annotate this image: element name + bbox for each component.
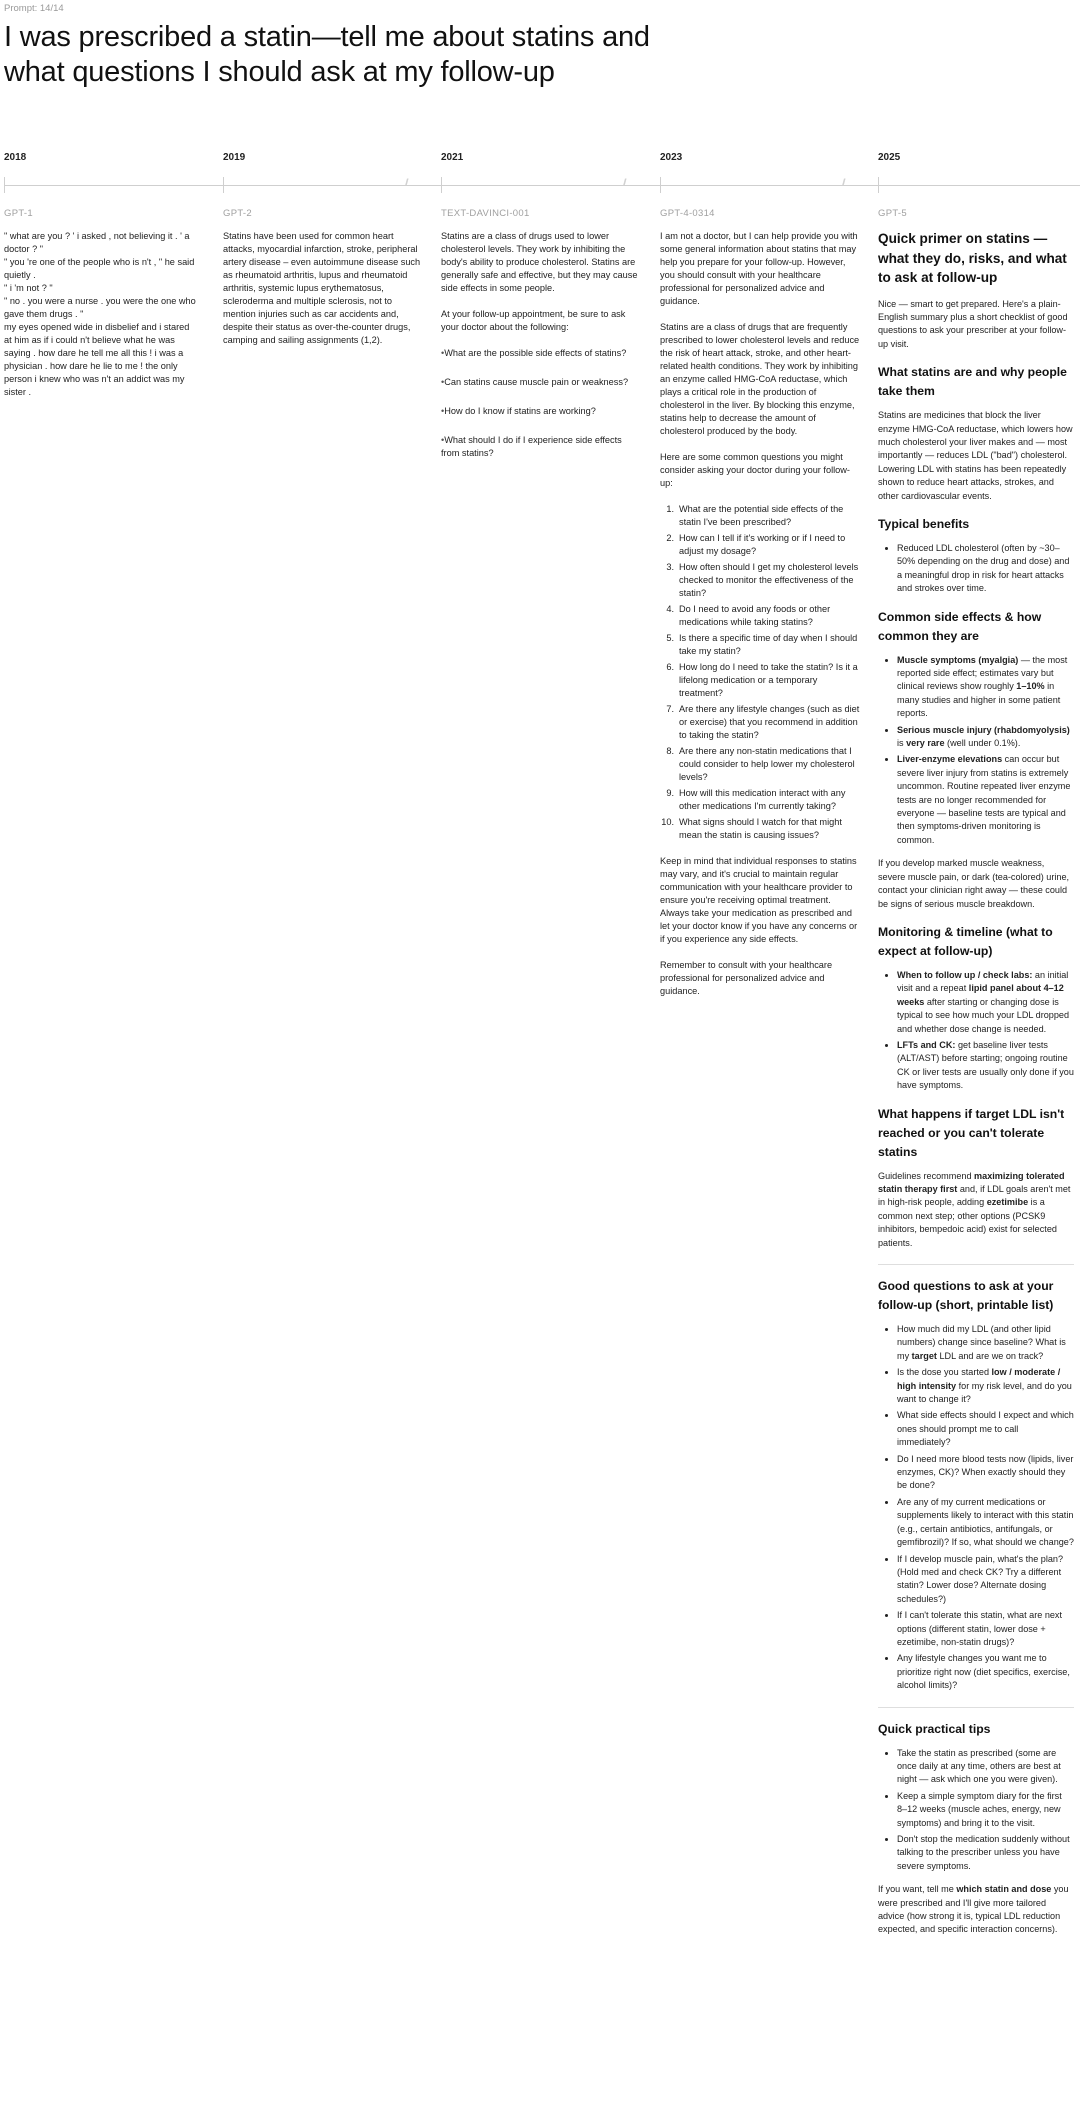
- section-divider: [878, 1707, 1074, 1708]
- list-item-text: Do I need more blood tests now (lipids, liver enzymes, CK)? When exactly should they be done?: [897, 1453, 1074, 1491]
- text-line: quietly .: [4, 270, 36, 280]
- year-label: 2019: [223, 152, 246, 163]
- bold-text: which statin and dose: [956, 1884, 1052, 1895]
- timeline-tick: [4, 177, 5, 193]
- text-run: If you want, tell me: [878, 1884, 957, 1895]
- list-item: [897, 1453, 1074, 1493]
- paragraph: Nice — smart to get prepared. Here's a plain-English summary plus a short checklist of good questions to ask your prescriber at your follow-up visit.: [878, 298, 1068, 349]
- text-run: is: [897, 738, 907, 749]
- timeline-break-mark: //: [842, 178, 844, 189]
- text-line: my eyes opened wide in disbelief and i stared: [4, 322, 190, 332]
- paragraph: At your follow-up appointment, be sure to ask your doctor about the following:: [441, 309, 626, 332]
- question-item: [441, 405, 639, 418]
- section-heading: Quick practical tips: [878, 1721, 991, 1736]
- list-item: 1. What are the potential side effects of the statin I've been prescribed?: [666, 504, 844, 527]
- paragraph: Here are some common questions you might consider asking your doctor during your follow-up:: [660, 452, 850, 488]
- list-item-text: Are any of my current medications or supplements likely to interact with this statin (e.g., certain antibiotics, antifungals, or gemfibrozil)? If so, what should we change?: [897, 1496, 1074, 1548]
- list-item: [897, 1609, 1074, 1649]
- paragraph: If you develop marked muscle weakness, severe muscle pain, or dark (tea-colored) urine, contact your clinician right away — these could be signs of serious muscle breakdown.: [878, 858, 1070, 909]
- question-item: [441, 434, 639, 460]
- bold-text: ezetimibe: [986, 1197, 1029, 1208]
- paragraph: [878, 1170, 1074, 1250]
- list-item: 3. How often should I get my cholesterol levels checked to monitor the effectiveness of the statin?: [666, 562, 859, 598]
- bold-text: LFTs and CK:: [897, 1039, 956, 1050]
- bold-text: very rare: [906, 738, 945, 749]
- section-heading: What statins are and why people take them: [878, 365, 1067, 399]
- response-heading: Quick primer on statins — what they do, risks, and what to ask at follow-up: [878, 231, 1067, 285]
- timeline-tick: [660, 177, 661, 193]
- bold-text: 1–10%: [1016, 681, 1045, 692]
- paragraph: Statins are a class of drugs that are frequently prescribed to lower cholesterol levels and reduce the risk of heart attack, stroke, and other heart-related health conditions. They work by inhibiting an enzyme called HMG-CoA reductase, which plays a critical role in the production of cholesterol in the liver. By blocking this enzyme, statins help to decrease the amount of cholesterol produced by the body.: [660, 322, 860, 436]
- text-line: physician . how dare he lie to me ! the only: [4, 361, 178, 371]
- response-gpt2: [223, 230, 426, 360]
- paragraph: Lowering LDL with statins has been repeatedly shown to reduce heart attacks, strokes, and other cardiovascular events.: [878, 463, 1067, 501]
- text-run: (well under 0.1%).: [944, 738, 1021, 749]
- list-item: [897, 1790, 1074, 1830]
- paragraph: [878, 1883, 1074, 1937]
- model-label: GPT-4-0314: [660, 208, 715, 219]
- text-line: " what are you ? ' i asked , not believing it . ' a: [4, 231, 190, 241]
- list-item: 6. How long do I need to take the statin? Is it a lifelong medication or a temporary treatment?: [666, 662, 858, 698]
- question-item: [441, 347, 639, 360]
- list-item-text: How often should I get my cholesterol levels checked to monitor the effectiveness of the statin?: [679, 562, 859, 598]
- text-line: gave them drugs . ": [4, 309, 84, 319]
- text-run: for my risk level, and do you want to change it?: [897, 1380, 1072, 1405]
- question-list: [660, 503, 860, 842]
- list-item: 5. Is there a specific time of day when I should take my statin?: [666, 633, 858, 656]
- section-heading: Monitoring & timeline (what to expect at follow-up): [878, 924, 1053, 958]
- year-label: 2023: [660, 152, 683, 163]
- paragraph: I am not a doctor, but I can help provide you with some general information about statins that may help you prepare for your follow-up. However, you should consult with your healthcare professional for personalized advice and guidance.: [660, 231, 858, 306]
- text-run: — the most reported side effect; estimates vary but clinical reviews show roughly: [897, 654, 1068, 692]
- list-item-text: Is there a specific time of day when I should take my statin?: [679, 633, 858, 656]
- list-item: 8. Are there any non-statin medications that I could consider to help lower my cholesterol levels?: [666, 746, 855, 782]
- list-item: 4. Do I need to avoid any foods or other medications while taking statins?: [666, 604, 831, 627]
- prompt-counter: Prompt: 14/14: [4, 3, 64, 14]
- model-label: GPT-5: [878, 208, 907, 219]
- text-run: can occur but severe liver injury from statins is extremely uncommon. Routine repeated liver enzyme tests are no longer recommended for everyone — baseline tests are typical and then symptoms-driven monitoring is common.: [897, 754, 1071, 845]
- text-run: Guidelines recommend: [878, 1170, 975, 1181]
- timeline-tick: [878, 177, 879, 193]
- timeline-break-mark: //: [405, 178, 407, 189]
- list-item-text: Don't stop the medication suddenly without talking to the prescriber unless you have severe symptoms.: [897, 1834, 1070, 1871]
- section-heading: Good questions to ask at your follow-up (short, printable list): [878, 1279, 1054, 1312]
- section-heading: What happens if target LDL isn't reached or you can't tolerate statins: [878, 1106, 1065, 1159]
- list-item: [897, 654, 1074, 721]
- text-line: person i knew who was n't an addict was my: [4, 374, 185, 384]
- list-item: [897, 1496, 1074, 1550]
- timeline-axis: [4, 185, 1080, 186]
- year-label: 2018: [4, 152, 27, 163]
- response-gpt4: [660, 230, 860, 1011]
- text-line: at him as if i could n't believe what he was: [4, 335, 175, 345]
- section-heading: Typical benefits: [878, 516, 970, 531]
- list-item-text: Keep a simple symptom diary for the first 8–12 weeks (muscle aches, energy, new symptoms) and bring it to the visit.: [897, 1790, 1062, 1828]
- paragraph: Statins are a class of drugs used to lower cholesterol levels. They work by inhibiting the body's ability to produce cholesterol. Statins are generally safe and effective, but they may cause side effects in some people.: [441, 231, 638, 293]
- text-line: sister .: [4, 387, 32, 397]
- list-item-text: Any lifestyle changes you want me to prioritize right now (diet specifics, exercise, alcohol limits)?: [897, 1653, 1070, 1691]
- section-heading: Common side effects & how common they are: [878, 609, 1042, 643]
- list-item: 2. How can I tell if it's working or if I need to adjust my dosage?: [666, 533, 846, 556]
- text-run: after starting or changing dose is typical to see how much your LDL dropped and whether dose change is needed.: [897, 996, 1070, 1034]
- list-item-text: What side effects should I expect and which ones should prompt me to call immediately?: [897, 1410, 1074, 1448]
- list-item-text: If I develop muscle pain, what's the plan? (Hold med and check CK? Try a different statin? Lower dose? Alternate dosing schedules?): [897, 1553, 1064, 1604]
- bold-text: When to follow up / check labs:: [897, 969, 1033, 980]
- timeline-tick: [441, 177, 442, 193]
- bold-text: target: [911, 1350, 937, 1361]
- list-item: [897, 753, 1074, 847]
- text-run: get baseline liver tests (ALT/AST) before starting; ongoing routine CK or liver tests are usually only done if you have symptoms.: [897, 1039, 1074, 1091]
- response-davinci: [441, 230, 639, 476]
- paragraph: Keep in mind that individual responses to statins may vary, and it's crucial to maintain regular communication with your healthcare provider to ensure you're receiving optimal treatment. Always take your medication as prescribed and let your doctor know if you have any concerns or if you experience any side effects.: [660, 856, 858, 944]
- text-run: you were prescribed and I'll give more tailored advice (how strong it is, typical LDL reduction expected, and specific interaction concerns).: [878, 1884, 1069, 1935]
- list-item: [897, 1409, 1074, 1449]
- text-line: " no . you were a nurse . you were the one who: [4, 296, 196, 306]
- bullet-list: [878, 969, 1074, 1093]
- list-item-text: Reduced LDL cholesterol (often by ~30–50% depending on the drug and dose) and a meaningful drop in risk for heart attacks and strokes over time.: [897, 542, 1070, 594]
- bold-text: Serious muscle injury (rhabdomyolysis): [897, 724, 1070, 735]
- question-text: Can statins cause muscle pain or weakness?: [444, 377, 629, 387]
- bold-text: Liver-enzyme elevations: [897, 754, 1003, 765]
- text-run: How much did my LDL (and other lipid numbers) change since baseline? What is my: [897, 1324, 1066, 1361]
- model-label: GPT-1: [4, 208, 33, 219]
- list-item-text: How can I tell if it's working or if I need to adjust my dosage?: [679, 533, 846, 556]
- list-item: [897, 724, 1074, 751]
- response-gpt5: [878, 229, 1074, 1946]
- question-text: What should I do if I experience side effects from statins?: [441, 435, 622, 458]
- list-item: [897, 1553, 1074, 1607]
- text-line: doctor ? ": [4, 244, 44, 254]
- text-run: in many studies and higher in some patient reports.: [897, 681, 1061, 719]
- bullet-list: [878, 654, 1074, 848]
- text-line: saying . how dare he tell me all this ! i was a: [4, 348, 184, 358]
- bold-text: low / moderate / high intensity: [897, 1367, 1061, 1391]
- model-label: GPT-2: [223, 208, 252, 219]
- list-item: [897, 1747, 1074, 1787]
- text-run: Is the dose you started: [897, 1367, 992, 1378]
- list-item-text: Are there any non-statin medications that I could consider to help lower my cholesterol levels?: [679, 746, 855, 782]
- bullet-list: [878, 542, 1074, 596]
- list-item-text: What signs should I watch for that might mean the statin is causing issues?: [679, 817, 842, 840]
- list-item: [897, 1833, 1074, 1873]
- list-item: [897, 1366, 1074, 1406]
- list-item: [897, 1039, 1074, 1093]
- year-label: 2025: [878, 152, 901, 163]
- paragraph: Statins have been used for common heart attacks, myocardial infarction, stroke, peripheral artery disease – even autoimmune disease such as rheumatoid arthritis, lupus and rheumatoid arthritis, systemic lupus erythematosus, scleroderma and multiple sclerosis, not to mention injuries such as car accidents and, despite their status as over-the-counter drugs, camping and sailing assignments (1,2).: [223, 231, 421, 345]
- model-label: TEXT-DAVINCI-001: [441, 208, 530, 219]
- text-run: LDL and are we on track?: [936, 1350, 1044, 1361]
- timeline-tick: [223, 177, 224, 193]
- bold-text: maximizing tolerated statin therapy first: [878, 1170, 1065, 1194]
- list-item-text: How long do I need to take the statin? Is it a lifelong medication or a temporary treatment?: [679, 662, 858, 698]
- list-item: [897, 969, 1074, 1036]
- list-item: [897, 1652, 1074, 1692]
- section-divider: [878, 1264, 1074, 1265]
- list-item: [897, 542, 1074, 596]
- list-item-text: How will this medication interact with any other medications I'm currently taking?: [679, 788, 846, 811]
- question-text: What are the possible side effects of statins?: [444, 348, 627, 358]
- list-item-text: Do I need to avoid any foods or other medications while taking statins?: [679, 604, 831, 627]
- response-gpt1: [4, 230, 204, 399]
- text-run: is a common next step; other options (PCSK9 inhibitors, bempedoic acid) exist for selected patients.: [878, 1197, 1057, 1248]
- paragraph: Statins are medicines that block the liver enzyme HMG-CoA reductase, which lowers how much cholesterol your liver makes and — most importantly — reduces LDL ("bad") cholesterol.: [878, 410, 1073, 461]
- list-item-text: What are the potential side effects of the statin I've been prescribed?: [679, 504, 844, 527]
- list-item: [897, 1323, 1074, 1363]
- paragraph: Remember to consult with your healthcare professional for personalized advice and guidance.: [660, 960, 833, 996]
- list-item-text: Take the statin as prescribed (some are once daily at any time, others are best at night — ask which one you were given).: [897, 1747, 1061, 1785]
- text-line: " you 're one of the people who is n't , " he said: [4, 257, 195, 267]
- text-run: and, if LDL goals aren't met in high-risk people, adding: [878, 1183, 1071, 1208]
- list-item: 7. Are there any lifestyle changes (such as diet or exercise) that you recommend in addition to taking the statin?: [666, 704, 860, 740]
- list-item: 10. What signs should I watch for that might mean the statin is causing issues?: [661, 817, 842, 840]
- question-item: [441, 376, 639, 389]
- list-item-text: Are there any lifestyle changes (such as diet or exercise) that you recommend in addition to taking the statin?: [679, 704, 860, 740]
- list-item: 9. How will this medication interact with any other medications I'm currently taking?: [666, 788, 846, 811]
- text-line: " i 'm not ? ": [4, 283, 53, 293]
- text-run: an initial visit and a repeat: [897, 969, 1069, 994]
- bold-text: Muscle symptoms (myalgia): [897, 654, 1019, 665]
- year-label: 2021: [441, 152, 464, 163]
- question-text: How do I know if statins are working?: [444, 406, 596, 416]
- bullet-list: [878, 1323, 1074, 1693]
- timeline-break-mark: //: [623, 178, 625, 189]
- bullet-list: [878, 1747, 1074, 1874]
- page-title: I was prescribed a statin—tell me about statins and what questions I should ask at my follow-up: [4, 21, 650, 88]
- list-item-text: If I can't tolerate this statin, what are next options (different statin, lower dose + ezetimibe, non-statin drugs)?: [897, 1610, 1063, 1647]
- bold-text: lipid panel about 4–12 weeks: [897, 983, 1064, 1007]
